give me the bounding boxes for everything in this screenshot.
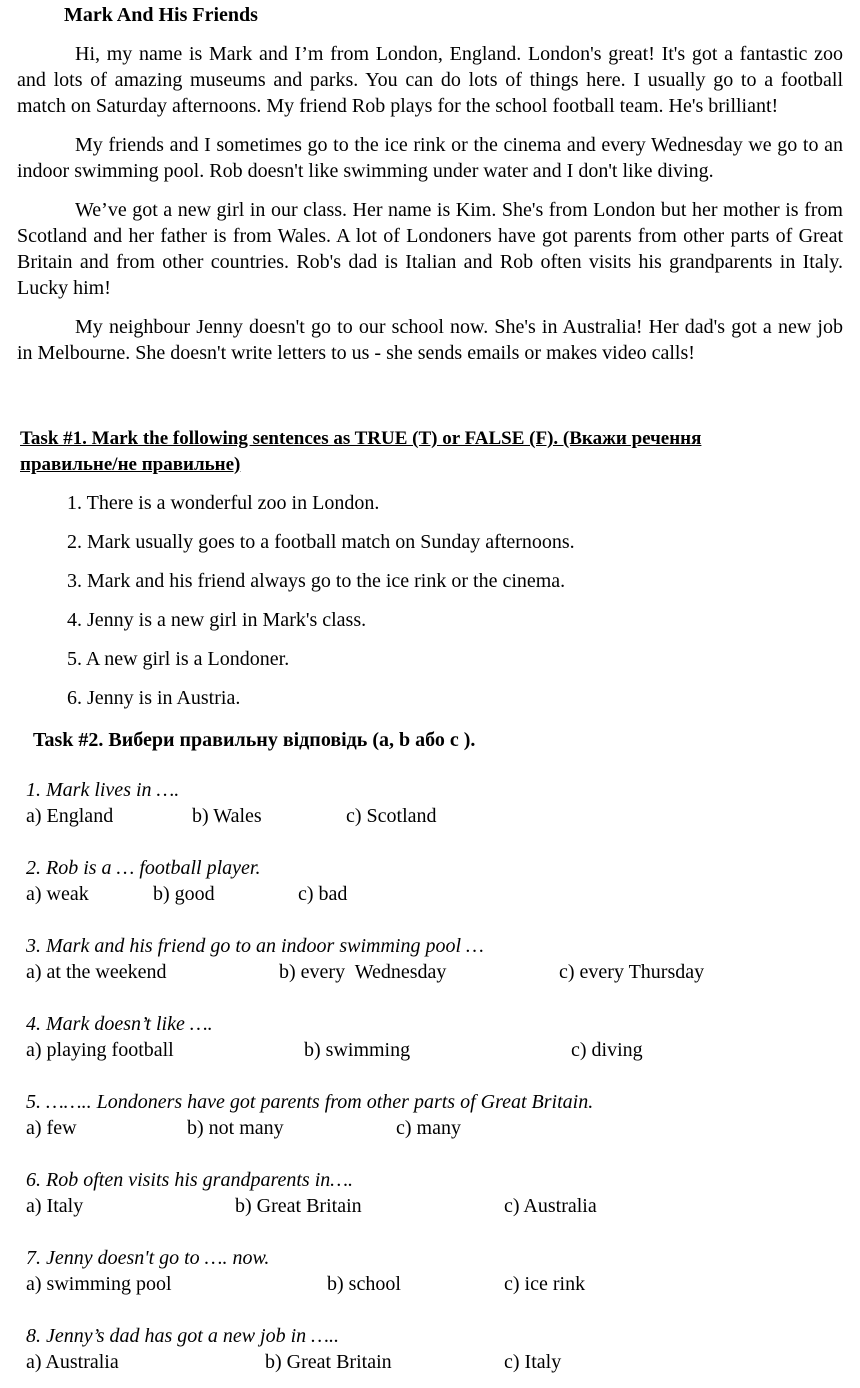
- option-b: b) Great Britain: [235, 1195, 362, 1217]
- option-c: c) Scotland: [346, 805, 437, 827]
- option-c: c) diving: [571, 1039, 643, 1061]
- task1-item: 4. Jenny is a new girl in Mark's class.: [67, 609, 367, 631]
- task1-item: 3. Mark and his friend always go to the ice rink or the cinema.: [67, 570, 566, 592]
- task1-item: 2. Mark usually goes to a football match on Sunday afternoons.: [67, 531, 575, 553]
- question-text: 5. …….. Londoners have got parents from other parts of Great Britain.: [26, 1091, 594, 1113]
- option-a: a) playing football: [26, 1039, 174, 1061]
- option-c: c) every Thursday: [559, 961, 705, 983]
- story-paragraph: My neighbour Jenny doesn't go to our school now. She's in Australia! Her dad's got a new job in Melbourne. She doesn't write letters to us - she sends emails or makes video calls!: [17, 316, 843, 364]
- option-c: c) many: [396, 1117, 461, 1139]
- task2-question: [26, 933, 826, 985]
- answer-options: [26, 881, 826, 907]
- story-text: [17, 41, 843, 379]
- task1-list: [67, 490, 575, 724]
- option-a: a) Italy: [26, 1195, 84, 1217]
- option-b: b) good: [153, 883, 215, 905]
- answer-options: [26, 1271, 826, 1297]
- question-text: 4. Mark doesn’t like ….: [26, 1013, 213, 1035]
- question-text: 3. Mark and his friend go to an indoor swimming pool …: [26, 935, 484, 957]
- option-c: c) Italy: [504, 1351, 562, 1373]
- task2-question: [26, 1011, 826, 1063]
- task2-question: [26, 1245, 826, 1297]
- answer-options: [26, 959, 826, 985]
- option-a: a) few: [26, 1117, 77, 1139]
- answer-options: [26, 1037, 826, 1063]
- option-a: a) weak: [26, 883, 89, 905]
- task2-question: [26, 1089, 826, 1141]
- answer-options: [26, 1115, 826, 1141]
- task1-item: 6. Jenny is in Austria.: [67, 687, 241, 709]
- option-b: b) swimming: [304, 1039, 411, 1061]
- task2-question: [26, 1323, 826, 1375]
- page-title: Mark And His Friends: [64, 4, 258, 26]
- option-c: c) Australia: [504, 1195, 597, 1217]
- answer-options: [26, 1193, 826, 1219]
- option-b: b) Great Britain: [265, 1351, 392, 1373]
- task1-item: 5. A new girl is a Londoner.: [67, 648, 290, 670]
- question-text: 1. Mark lives in ….: [26, 779, 180, 801]
- task2-question: [26, 855, 826, 907]
- option-b: b) not many: [187, 1117, 284, 1139]
- question-text: 2. Rob is a … football player.: [26, 857, 261, 879]
- task2-question: [26, 1167, 826, 1219]
- option-a: a) at the weekend: [26, 961, 167, 983]
- story-paragraph: We’ve got a new girl in our class. Her name is Kim. She's from London but her mother is from Scotland and her father is from Wales. A lot of Londoners have got parents from other parts of Great Britain and from other countries. Rob's dad is Italian and Rob often visits his grandparents in Italy. Lucky him!: [17, 199, 843, 299]
- option-c: c) bad: [298, 883, 348, 905]
- answer-options: [26, 803, 826, 829]
- option-a: a) England: [26, 805, 114, 827]
- story-paragraph: Hi, my name is Mark and I’m from London, England. London's great! It's got a fantastic zoo and lots of amazing museums and parks. You can do lots of things here. I usually go to a football match on Saturday afternoons. My friend Rob plays for the school football team. He's brilliant!: [17, 43, 843, 117]
- question-text: 8. Jenny’s dad has got a new job in …..: [26, 1325, 339, 1347]
- option-b: b) school: [327, 1273, 401, 1295]
- answer-options: [26, 1349, 826, 1375]
- task1-heading: Task #1. Mark the following sentences as TRUE (T) or FALSE (F). (Вкажи речення правильне/не правильне): [20, 428, 702, 475]
- question-text: 7. Jenny doesn't go to …. now.: [26, 1247, 270, 1269]
- option-b: b) Wales: [192, 805, 262, 827]
- option-a: a) Australia: [26, 1351, 119, 1373]
- option-b: b) every Wednesday: [279, 961, 447, 983]
- option-a: a) swimming pool: [26, 1273, 172, 1295]
- task2-heading: Task #2. Вибери правильну відповідь (a, b або c ).: [33, 729, 476, 751]
- option-c: c) ice rink: [504, 1273, 586, 1295]
- story-paragraph: My friends and I sometimes go to the ice rink or the cinema and every Wednesday we go to an indoor swimming pool. Rob doesn't like swimming under water and I don't like diving.: [17, 134, 843, 182]
- task2-question: [26, 777, 826, 829]
- task1-item: 1. There is a wonderful zoo in London.: [67, 492, 380, 514]
- question-text: 6. Rob often visits his grandparents in….: [26, 1169, 354, 1191]
